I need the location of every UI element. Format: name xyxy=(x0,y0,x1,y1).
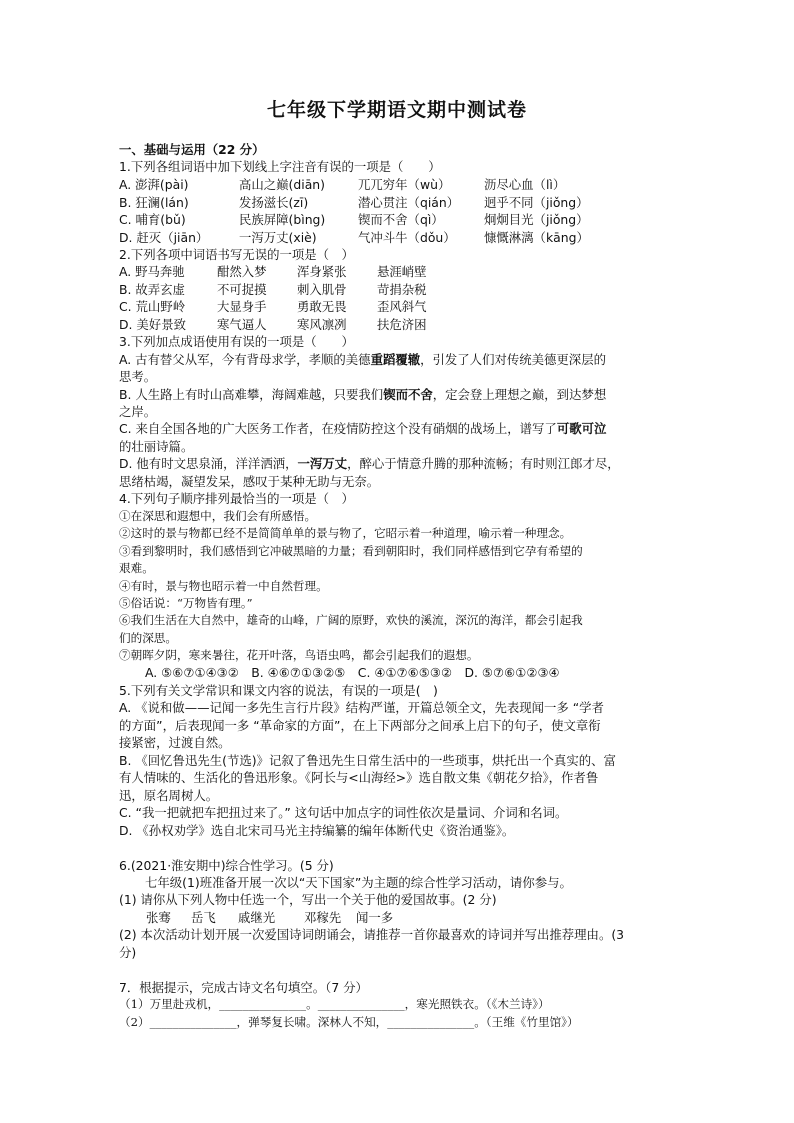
q6-person: 戚继光 xyxy=(238,910,276,925)
q5-stem: 5.下列有关文学常识和课文内容的说法，有误的一项是( ) xyxy=(119,683,438,698)
q7-line-1 xyxy=(119,996,550,1013)
q2-option-a-3: 浑身紧张 xyxy=(297,264,347,279)
q3-c-idiom: 可歌可泣 xyxy=(556,421,607,436)
q1-option-d-4: 慷慨淋漓（kāng） xyxy=(484,230,589,245)
q1-option-d-3: 气冲斗牛（dǒu） xyxy=(358,230,456,245)
q2-option-c-3: 勇敢无畏 xyxy=(297,299,347,314)
q4-sentence-1: ①在深思和遐想中，我们会有所感悟。 xyxy=(119,509,317,523)
q5-option-b: B. 《回忆鲁迅先生(节选)》记叙了鲁迅先生日常生活中的一些琐事，烘托出一个真实的、富 xyxy=(119,753,616,768)
q2-option-d-1: D. 美好景致 xyxy=(119,317,186,332)
q7-line-2-mid: ，弹琴复长啸。深林人不知， xyxy=(236,1015,388,1029)
q2-option-c-2: 大显身手 xyxy=(217,299,267,314)
q3-d-idiom: 一泻万丈 xyxy=(297,456,348,471)
q2-option-b-3: 刺入肌骨 xyxy=(297,282,347,297)
q2-option-d-3: 寒风凛冽 xyxy=(297,317,347,332)
q4-sentence-4: ④有时，景与物也昭示着一中自然哲理。 xyxy=(119,579,328,593)
q2-option-a-2: 酣然入梦 xyxy=(217,264,267,279)
q3-option-a-cont: 思考。 xyxy=(119,369,157,384)
page-title: 七年级下学期语文期中测试卷 xyxy=(266,99,527,121)
q1-option-a-1: A. 澎湃(pài) xyxy=(119,177,189,192)
q4-sentence-3-cont: 艰难。 xyxy=(119,561,154,575)
q2-option-d-2: 寒气逼人 xyxy=(217,317,267,332)
q5-option-b-cont-2: 迅，原名周树人。 xyxy=(119,788,219,803)
q6-person: 邓稼先 xyxy=(304,910,342,925)
q7-blank-2[interactable]: _______________ xyxy=(317,997,405,1011)
q6-stem: 6.(2021·淮安期中)综合性学习。(5 分) xyxy=(119,858,334,873)
q3-option-d-cont: 思绪枯竭，凝望发呆，感叹于某种无助与无奈。 xyxy=(119,474,380,489)
q1-option-b-3: 潜心贯注（qián） xyxy=(358,195,460,210)
q7-stem: 7．根据提示，完成古诗文名句填空。（7 分） xyxy=(119,980,368,995)
q3-option-c-cont: 的壮丽诗篇。 xyxy=(119,439,194,454)
q6-person: 岳飞 xyxy=(191,910,216,925)
q1-option-b-2: 发扬滋长(zī) xyxy=(239,195,309,210)
q3-a-text: A. 古有替父从军，今有背母求学，孝顺的美德 xyxy=(119,352,371,367)
q4-options: A. ⑤⑥⑦①④③② B. ④⑥⑦①③②⑤ C. ④①⑦⑥⑤③② D. ⑤⑦⑥①②③④ xyxy=(145,665,560,680)
q5-option-a-cont-1: 的方面”，后表现闻一多 “革命家的方面”，在上下两部分之间承上启下的句子，使文章衔 xyxy=(119,718,601,733)
q7-line-1-source: ，寒光照铁衣。（《木兰诗》） xyxy=(404,997,550,1011)
q7-line-1-punct: 。 xyxy=(306,997,318,1011)
q3-option-d xyxy=(119,455,620,472)
q3-b-text-2: ，定会登上理想之巅，到达梦想 xyxy=(432,387,607,402)
q1-option-b-1: B. 狂澜(lán) xyxy=(119,195,189,210)
q7-line-2-text: （2） xyxy=(119,1015,150,1029)
q2-option-b-2: 不可捉摸 xyxy=(217,282,267,297)
q3-a-idiom: 重蹈覆辙 xyxy=(370,352,421,367)
q7-line-2 xyxy=(119,1014,579,1031)
q3-b-text: B. 人生路上有时山高难攀，海阔难越，只要我们 xyxy=(119,387,384,402)
q4-sentence-3: ③看到黎明时，我们感悟到它冲破黑暗的力量；看到朝阳时，我们同样感悟到它孕有希望的 xyxy=(119,544,583,558)
q6-part-2-cont: 分) xyxy=(119,945,137,960)
q2-stem: 2.下列各项中词语书写无误的一项是（ ） xyxy=(119,247,354,262)
q3-stem: 3.下列加点成语使用有误的一项是（ ） xyxy=(119,334,354,349)
q5-option-a-cont-2: 接紧密，过渡自然。 xyxy=(119,735,231,750)
q6-person: 闻一多 xyxy=(356,910,394,925)
q4-sentence-5: ⑤俗话说：“万物皆有理。” xyxy=(119,596,253,610)
q3-option-a xyxy=(119,351,606,368)
q2-option-b-4: 苛捐杂税 xyxy=(377,282,427,297)
q7-line-2-source: 。（王维《竹里馆》） xyxy=(474,1015,579,1029)
q6-person: 张骞 xyxy=(146,910,171,925)
q7-blank-3[interactable]: _______________ xyxy=(149,1015,237,1029)
q5-option-a: A. 《说和做——记闻一多先生言行片段》结构严谨，开篇总领全文，先表现闻一多 “学者 xyxy=(119,700,604,715)
q2-option-a-1: A. 野马奔驰 xyxy=(119,264,185,279)
q1-option-c-2: 民族屏障(bìng) xyxy=(239,212,326,227)
q2-option-a-4: 悬涯峭壁 xyxy=(377,264,427,279)
q6-part-1: (1) 请你从下列人物中任选一个，写出一个关于他的爱国故事。(2 分) xyxy=(119,892,497,907)
q4-stem: 4.下列句子顺序排列最恰当的一项是（ ） xyxy=(119,491,354,506)
q4-sentence-6-cont: 们的深思。 xyxy=(119,631,177,645)
q2-option-d-4: 扶危济困 xyxy=(377,317,427,332)
q5-option-b-cont-1: 有人情味的、生活化的鲁迅形象。《阿长与<山海经>》选自散文集《朝花夕拾》，作者鲁 xyxy=(119,770,599,785)
q2-option-c-4: 歪风斜气 xyxy=(377,299,427,314)
q1-option-c-4: 炯炯目光（jiǒng） xyxy=(484,212,589,227)
q5-option-c: C. “我一把就把车把扭过来了。” 这句话中加点字的词性依次是量词、介词和名词。 xyxy=(119,805,568,820)
q7-blank-1[interactable]: _______________ xyxy=(219,997,307,1011)
q6-part-2: (2) 本次活动计划开展一次爱国诗词朗诵会，请推荐一首你最喜欢的诗词并写出推荐理由。(3 xyxy=(119,927,625,942)
q3-option-b-cont: 之岸。 xyxy=(119,404,157,419)
q3-option-b xyxy=(119,386,606,403)
q1-option-c-3: 锲而不舍（qì） xyxy=(358,212,444,227)
q4-sentence-6: ⑥我们生活在大自然中，雄奇的山峰，广阔的原野，欢快的溪流，深沉的海洋，都会引起我 xyxy=(119,613,583,627)
q3-d-text: D. 他有时文思泉涌，洋洋洒洒， xyxy=(119,456,298,471)
q3-a-text-2: ，引发了人们对传统美德更深层的 xyxy=(420,352,606,367)
q3-b-idiom: 锲而不舍 xyxy=(383,387,433,402)
section-heading: 一、基础与运用（22 分） xyxy=(119,142,265,157)
q3-c-text: C. 来自全国各地的广大医务工作者，在疫情防控这个没有硝烟的战场上，谱写了 xyxy=(119,421,557,436)
q6-intro: 七年级(1)班准备开展一次以“天下国家”为主题的综合性学习活动，请你参与。 xyxy=(145,875,572,890)
q7-line-1-text: （1）万里赴戎机， xyxy=(119,997,220,1011)
q7-blank-4[interactable]: _______________ xyxy=(387,1015,475,1029)
q1-stem: 1.下列各组词语中加下划线上字注音有误的一项是（ ） xyxy=(119,159,441,174)
q5-option-d: D. 《孙权劝学》选自北宋司马光主持编纂的编年体断代史《资治通鉴》。 xyxy=(119,823,515,838)
q1-option-a-4: 沥尽心血（lì） xyxy=(484,177,566,192)
q1-option-d-2: 一泻万丈(xiè) xyxy=(239,230,317,245)
q4-sentence-7: ⑦朝晖夕阴，寒来暑往，花开叶落，鸟语虫鸣，都会引起我们的遐想。 xyxy=(119,648,479,662)
q2-option-b-1: B. 故弄玄虚 xyxy=(119,282,185,297)
q4-sentence-2: ②这时的景与物都已经不是简简单单的景与物了，它昭示着一种道理，喻示着一种理念。 xyxy=(119,526,572,540)
q1-option-d-1: D. 赶灭（jiān） xyxy=(119,230,209,245)
q1-option-a-2: 高山之巅(diān) xyxy=(239,177,325,192)
q3-d-text-2: ，醉心于情意升腾的那种流畅；有时则江郎才尽， xyxy=(347,456,620,471)
q1-option-b-4: 迥乎不同（jiǒng） xyxy=(484,195,589,210)
q1-option-a-3: 兀兀穷年（wù） xyxy=(358,177,451,192)
q2-option-c-1: C. 荒山野岭 xyxy=(119,299,186,314)
q3-option-c xyxy=(119,420,606,437)
q1-option-c-1: C. 哺育(bǔ) xyxy=(119,212,186,227)
